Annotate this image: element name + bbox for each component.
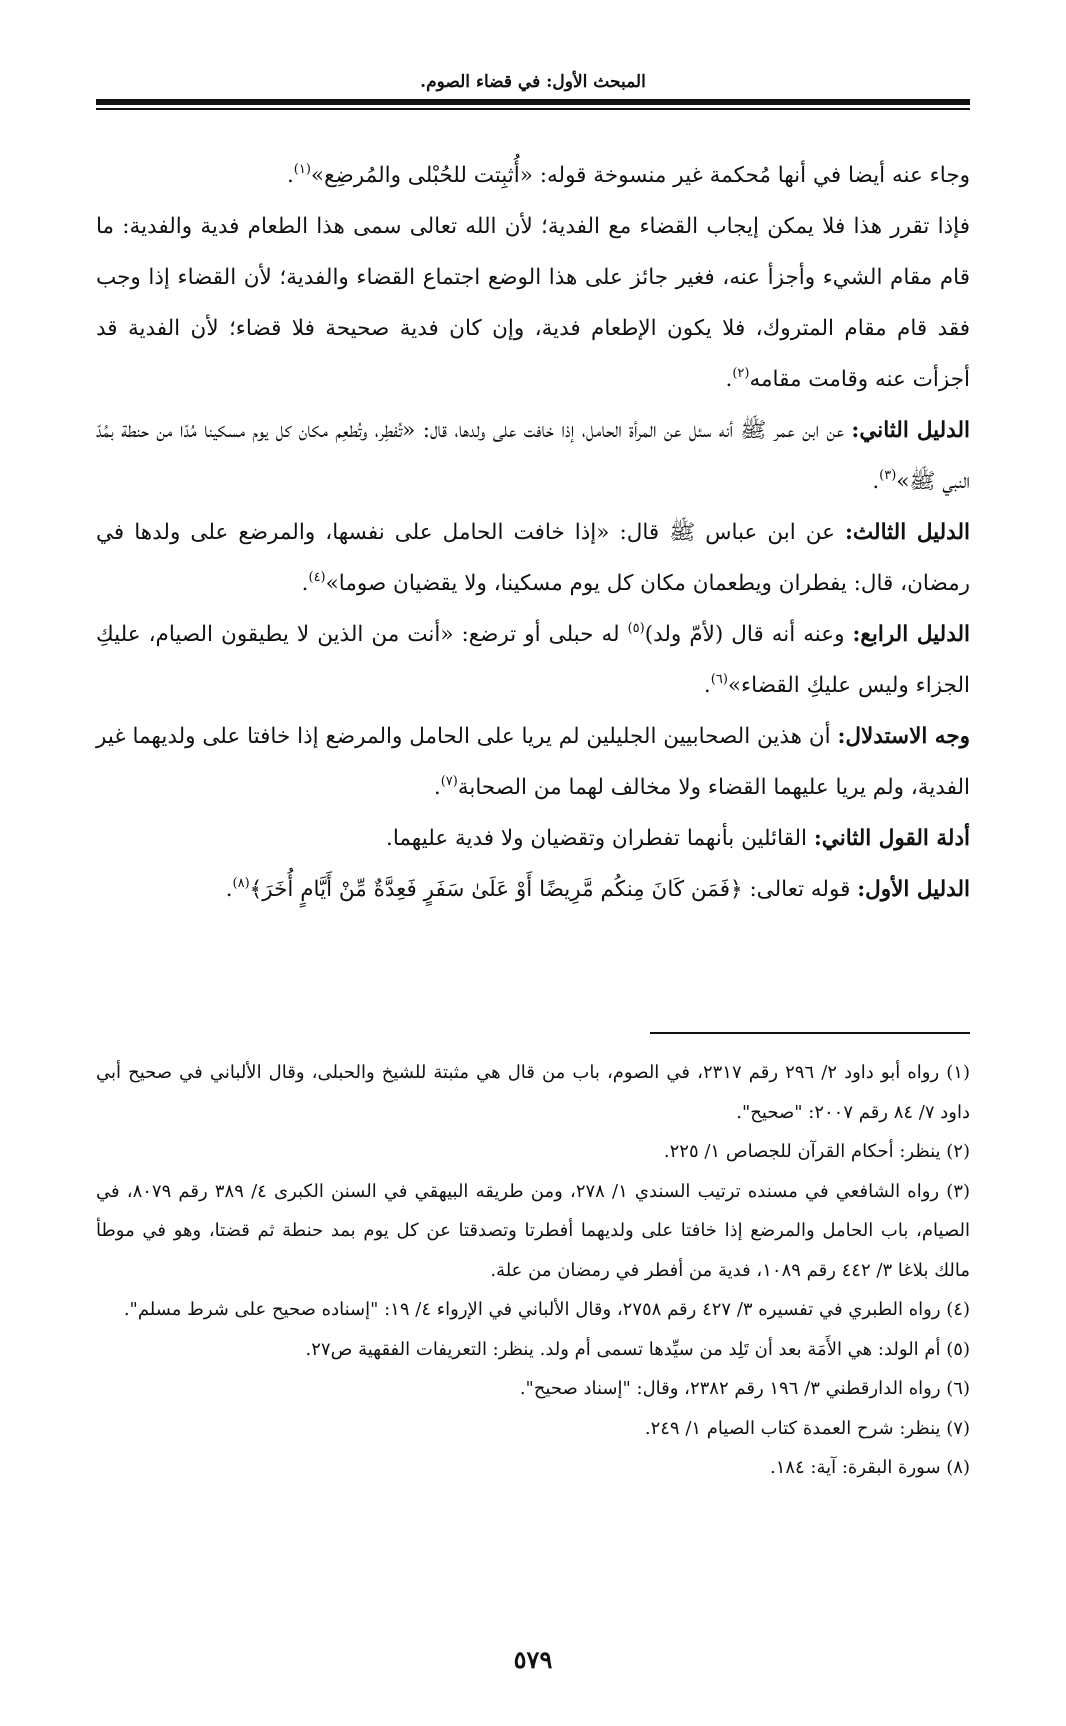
paragraph-3: الدليل الثاني: عن ابن عمر ﷺ أنه سئل عن المرأة الحامل، إذا خافت على ولدها، قال: «تُفطِر، وتُطعِم مكان كل يوم مسكينا مُدّا من حنطة بمُدّ النبي ﷺ»$^{(٣)}$. xyxy=(96,418,970,494)
footnotes xyxy=(96,1053,970,1488)
running-header: المبحث الأول: في قضاء الصوم. xyxy=(420,72,646,92)
header-rule-thick xyxy=(96,99,970,105)
footnote-8: (٨) سورة البقرة: آية: ١٨٤. xyxy=(769,1457,970,1478)
footnote-ref-2: (٢) xyxy=(732,366,750,381)
evidence-label: الدليل الأول: xyxy=(857,877,970,902)
paragraph-8: الدليل الأول: قوله تعالى: ﴿فَمَن كَانَ مِنكُم مَّرِيضًا أَوْ عَلَىٰ سَفَرٍ فَعِدَّةٌ مِّنْ أَيَّامٍ أُخَرَ﴾$^{(٨)}$. xyxy=(225,876,970,902)
footnote-separator xyxy=(650,1032,970,1034)
footnote-2: (٢) ينظر: أحكام القرآن للجصاص ١/ ٢٢٥. xyxy=(663,1141,970,1162)
page-number: ٥٧٩ xyxy=(513,1645,553,1674)
footnote-ref-7: (٧) xyxy=(440,774,458,789)
footnote-3: (٣) رواه الشافعي في مسنده ترتيب السندي ١/ ٢٧٨، ومن طريقه البيهقي في السنن الكبرى ٤/ ٣٨٩ رقم ٨٠٧٩، في الصيام، باب الحامل والمرضع إذا خافتا على ولديهما أفطرتا وتصدقتا عن كل يوم بمد حنطة ثم قضتا، وهو في موطأ مالك بلاغا ٣/ ٤٤٢ رقم ١٠٨٩، فدية من أفطر في رمضان من علة. xyxy=(96,1180,970,1281)
footnote-7: (٧) ينظر: شرح العمدة كتاب الصيام ١/ ٢٤٩. xyxy=(644,1417,970,1439)
footnote-1: (١) رواه أبو داود ٢/ ٢٩٦ رقم ٢٣١٧، في الصوم، باب من قال هي مثبتة للشيخ والحبلى، وقال الألباني في صحيح أبي داود ٧/ ٨٤ رقم ٢٠٠٧: "صحيح". xyxy=(96,1062,970,1123)
footnote-ref-1: (١) xyxy=(293,162,311,177)
footnote-ref-5: (٥) xyxy=(627,621,645,636)
footnote-ref-8: (٨) xyxy=(232,876,250,891)
footnote-6: (٦) رواه الدارقطني ٣/ ١٩٦ رقم ٢٣٨٢، وقال: "إسناد صحيح". xyxy=(519,1378,970,1399)
footnote-ref-4: (٤) xyxy=(308,570,326,585)
paragraph-5: الدليل الرابع: وعنه أنه قال (لأمّ ولد)$^{(٥)}$ له حبلى أو ترضع: «أنت من الذين لا يطيقون الصيام، عليكِ الجزاء وليس عليكِ القضاء»$^{(٦)}$. xyxy=(96,621,970,698)
footnote-ref-6: (٦) xyxy=(710,672,728,687)
paragraph-2: فإذا تقرر هذا فلا يمكن إيجاب القضاء مع الفدية؛ لأن الله تعالى سمى هذا الطعام فدية والفدية: ما قام مقام الشيء وأجزأ عنه، فغير جائز على هذا الوضع اجتماع القضاء والفدية؛ لأن القضاء إذا وجب فقد قام مقام المتروك، فلا يكون الإطعام فدية، وإن كان فدية صحيحة فلا قضاء؛ لأن الفدية قد أجزأت عنه وقامت مقامه$^{(٢)}$. xyxy=(96,214,970,392)
footnote-4: (٤) رواه الطبري في تفسيره ٣/ ٤٢٧ رقم ٢٧٥٨، وقال الألباني في الإرواء ٤/ ١٩: "إسناده صحيح على شرط مسلم". xyxy=(123,1299,970,1320)
inference-label: وجه الاستدلال: xyxy=(837,724,971,749)
footnote-5: (٥) أم الولد: هي الأَمَة بعد أن تَلِد من سيِّدها تسمى أم ولد. ينظر: التعريفات الفقهية ص٢٧. xyxy=(305,1338,970,1360)
paragraph-6: وجه الاستدلال: أن هذين الصحابيين الجليلين لم يريا على الحامل والمرضع إذا خافتا على ولديهما غير الفدية، ولم يريا عليهما القضاء ولا مخالف لهما من الصحابة$^{(٧)}$. xyxy=(96,724,971,800)
evidence-label: الدليل الثاني: xyxy=(851,418,970,443)
paragraph-4: الدليل الثالث: عن ابن عباس ﷺ قال: «إذا خافت الحامل على نفسها، والمرضع على ولدها في رمضان، قال: يفطران ويطعمان مكان كل يوم مسكينا، ولا يقضيان صوما»$^{(٤)}$. xyxy=(96,520,970,596)
header-rule-thin xyxy=(96,108,970,110)
section-label: أدلة القول الثاني: xyxy=(813,826,970,851)
main-text xyxy=(96,150,970,915)
evidence-label: الدليل الثالث: xyxy=(845,520,970,545)
footnote-ref-3: (٣) xyxy=(879,468,897,483)
paragraph-1: وجاء عنه أيضا في أنها مُحكمة غير منسوخة قوله: «أُثبِتت للحُبْلى والمُرضِع»$^{(١)}$. xyxy=(286,162,970,188)
evidence-label: الدليل الرابع: xyxy=(852,622,970,647)
paragraph-7: أدلة القول الثاني: القائلين بأنهما تفطران وتقضيان ولا فدية عليهما. xyxy=(385,826,970,851)
